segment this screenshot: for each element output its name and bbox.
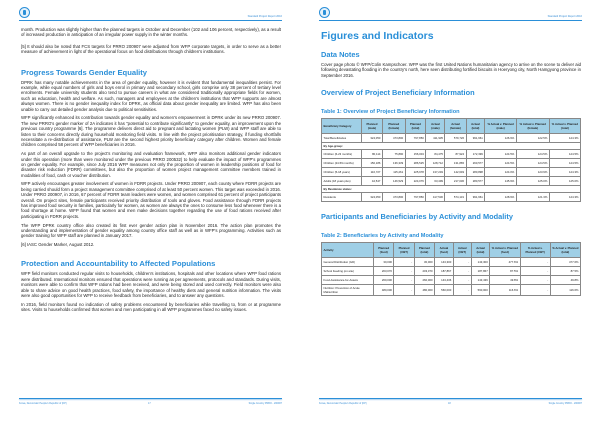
footnote: [6] IASC Gender Marker, August 2012. <box>21 242 95 248</box>
section-heading-data-notes: Data Notes <box>321 50 360 59</box>
table-cell: Food-Assistance-for-Assets <box>322 276 374 285</box>
table-cell: 136,339 <box>382 159 405 168</box>
table-cell: Children (6-23 months) <box>322 150 362 159</box>
table-cell: 260,577 <box>466 159 485 168</box>
table-cell: - <box>520 276 550 285</box>
table-cell: 324,050 <box>362 193 383 202</box>
table-cell: Nutrition: Prevention of Acute Malnutrition <box>322 285 374 296</box>
paragraph: WFP field monitors conducted regular visits to households, children's institutions, hospitals and other locations where WFP food rations were distributed. International monitors ensured that operations were running as per agreements, protocols and standards. During visits, monitors were able to confirm that WFP rations had been received, and were being stored and used correctly. Field monitors were also able to share advice on good health practices, food safety, the importance of healthy diets and general nutrition information. The visits were also good opportunities for WFP to receive feedback from beneficiaries, and to answer any questions. <box>21 271 281 299</box>
wfp-logo-icon <box>319 7 330 18</box>
table-cell: 260,000 <box>374 276 394 285</box>
group-row <box>322 186 581 193</box>
table-cell: 87.5% <box>490 267 520 276</box>
table-cell: 124.0% <box>485 168 516 177</box>
table-cell: 128,712 <box>426 159 445 168</box>
table-cell: 121.3% <box>516 193 549 202</box>
table-cell: 124.5% <box>516 150 549 159</box>
column-header: Actual (total) <box>471 243 490 258</box>
table-cell: 124.5% <box>516 159 549 168</box>
table-cell: 411,935 <box>426 134 445 143</box>
page-number: 18 <box>448 402 451 405</box>
table-cell: General Distribution (GD) <box>322 258 374 267</box>
table-cell: 150,186 <box>362 159 383 168</box>
table-row <box>322 285 581 296</box>
table-cell: 142,649 <box>445 168 466 177</box>
footer-left: Korea, Democratic People's Republic of (KP) <box>319 402 367 405</box>
paragraph: Cover page photo © WFP/Colin Kampschoer. WFP was the first United Nations humanitarian agency to arrive on the scene to deliver aid following devastating flooding in the country's north, here seen distributing fortified biscuits in Hoeryong city, North Hamgyong province in September 2016. <box>321 62 581 78</box>
group-label: By Age-group: <box>322 143 581 150</box>
table-cell: 280,898 <box>466 168 485 177</box>
footer-right: Single Country PRRO - 200907 <box>548 402 582 405</box>
footer-right: Single Country PRRO - 200907 <box>248 402 282 405</box>
right-content <box>321 27 581 296</box>
table-cell: 63,499 <box>426 177 445 186</box>
table-cell: 124.5% <box>485 159 516 168</box>
table-cell: 84,475 <box>426 150 445 159</box>
paragraph: In 2016, field monitors found no indication of safety problems encountered by beneficiaries while travelling to, from or at programme sites. Visits to households confirmed that women and men participating in all WFP programmes faced no safety issues. <box>21 301 281 313</box>
column-header: Actual (female) <box>445 119 466 134</box>
table-cell: 30,000 <box>374 258 394 267</box>
table-cell: 260,000 <box>414 276 434 285</box>
table-cell: 143,300 <box>471 258 490 267</box>
table-cell: 75,890 <box>382 150 405 159</box>
header-divider <box>19 20 282 21</box>
column-header: % Actual v. Planned (food) <box>490 243 520 258</box>
table-cell: Total Beneficiaries <box>322 134 362 143</box>
column-header: Planned (food) <box>374 243 394 258</box>
table-row <box>322 258 581 267</box>
header-title: Standard Project Report 2016 <box>247 15 282 18</box>
table-cell: 187,867 <box>435 267 454 276</box>
right-page <box>300 0 600 424</box>
table-cell: 123.9% <box>516 168 549 177</box>
column-header: Planned (total) <box>405 119 426 134</box>
paragraph: DPRK has many notable achievements in the area of gender equality, however it is evident that fundamental inequalities persist. For example, while equal numbers of girls and boys enrol in primary and secondary school, girls comprise only 38 percent of tertiary level enrolments. Female university students also tend to pursue careers in what are considered traditionally appropriate fields for women, such as education, health and welfare. As such, managers and employees at the children's institutions that WFP supports are almost always women. There is no gender inequality index for DPRK, as official data about gender inequality are limited. WFP has also been unable to carry out detailed gender analysis due to political sensitivities. <box>21 79 281 112</box>
table-cell: - <box>453 258 471 267</box>
table-row <box>322 177 581 186</box>
table-row <box>322 159 581 168</box>
table-row <box>322 168 581 177</box>
table-cell: 203,070 <box>374 267 394 276</box>
table-cell: 797,850 <box>405 193 426 202</box>
table-row <box>322 150 581 159</box>
table-cell: 49.8% <box>490 276 520 285</box>
table-cell: 280,577 <box>466 177 485 186</box>
table-cell: 146,529 <box>382 177 405 186</box>
footer-divider <box>19 398 282 399</box>
table1-title: Table 1: Overview of Project Beneficiary Information <box>321 109 460 116</box>
table-cell: 480,000 <box>414 285 434 296</box>
table-cell: 124.5% <box>485 150 516 159</box>
column-header: Beneficiary Category <box>322 119 362 134</box>
table-cell: 579,726 <box>445 134 466 143</box>
table-activity-modality <box>321 242 581 296</box>
table-cell: 991,661 <box>466 193 485 202</box>
group-label: By Residence status: <box>322 186 581 193</box>
paragraph: WFP significantly enhanced its contribution towards gender equality and women's empowerment in DPRK under its new PRRO 200907. The new PRRO's gender marker of 2A indicates it has "potential to contribute significantly" to gender equality, an improvement upon the previous country programme [6]. The programme delivers direct aid to pregnant and lactating women (PLW) and WFP staff are able to listen to their concerns directly during household monitoring field visits. In line with the project prioritisation strategy, if funding shortfalls necessitate a re-distribution of assistance, PLW are the second highest priority beneficiary category after children. Women and female children comprised 58 percent of WFP beneficiaries in 2016. <box>21 115 281 148</box>
footer-left: Korea, Democratic People's Republic of (KP) <box>19 402 67 405</box>
table-cell: 49.8% <box>550 276 580 285</box>
table-cell: 137,249 <box>426 168 445 177</box>
table-cell: 42,547 <box>362 177 383 186</box>
column-header: % Actual v. Planned (total) <box>550 243 580 258</box>
table-row <box>322 134 581 143</box>
paragraph: The WFP DPRK country office also created its first ever gender action plan in November 2016. The action plan promotes the understanding and implementation of gender equality among country office staff as well as in WFP's programming. Activities such as gender training for WFP staff are planned in January 2017. <box>21 222 281 239</box>
table-cell: 187,867 <box>471 267 490 276</box>
group-row <box>322 143 581 150</box>
table-cell: - <box>520 258 550 267</box>
table-cell: - <box>520 267 550 276</box>
table-cell: Children (5-18 years) <box>322 168 362 177</box>
table-cell: Residents <box>322 193 362 202</box>
column-header: Activity <box>322 243 374 258</box>
table-cell: School Feeding (on-site) <box>322 267 374 276</box>
table-cell: 225,978 <box>405 168 426 177</box>
table-cell: 87,924 <box>445 150 466 159</box>
table-cell: 156,004 <box>405 150 426 159</box>
column-header: Planned (male) <box>362 119 383 134</box>
table-cell: - <box>520 285 550 296</box>
table-cell: 172,399 <box>466 150 485 159</box>
column-header: % Actual v. Planned (total) <box>549 119 580 134</box>
table-cell: - <box>453 285 471 296</box>
table-cell: - <box>394 258 414 267</box>
table-cell: 797,850 <box>405 134 426 143</box>
table-cell: 145.9% <box>485 177 516 186</box>
table2-title: Table 2: Beneficiaries by Activity and Modality <box>321 233 444 240</box>
table-cell: 116.6% <box>550 285 580 296</box>
table-cell: 217,030 <box>445 177 466 186</box>
table-cell: 477.6% <box>490 258 520 267</box>
table-cell: 126.9% <box>485 134 516 143</box>
table-cell: 473,800 <box>382 193 405 202</box>
table-cell: - <box>453 276 471 285</box>
table-row <box>322 267 581 276</box>
column-header: Planned (total) <box>414 243 434 258</box>
table-cell: 124.3% <box>549 134 580 143</box>
table-cell: 477.6% <box>550 258 580 267</box>
table-cell: 122.5% <box>516 134 549 143</box>
section-heading-overview: Overview of Project Beneficiary Information <box>321 88 475 98</box>
table-cell: 224,076 <box>405 177 426 186</box>
table-cell: - <box>394 285 414 296</box>
table-cell: Adults (18 years plus) <box>322 177 362 186</box>
paragraph: [5] It should also be noted that FCS targets for PRRO 200907 were adjusted from WFP corporate targets, in order to serve as a better measure of achievement in light of the operational focus on food distributions through children's institutions. <box>21 43 281 55</box>
column-header: Planned (CBT) <box>394 243 414 258</box>
table-beneficiary-overview <box>321 118 581 202</box>
column-header: % Actual v. Planned (female) <box>516 119 549 134</box>
wfp-logo-icon <box>19 7 30 18</box>
header-title: Standard Project Report 2016 <box>547 15 582 18</box>
table-cell: Children (24-59 months) <box>322 159 362 168</box>
column-header: Actual (CBT) <box>453 243 471 258</box>
table-cell: 560,000 <box>435 285 454 296</box>
table-cell: 203,070 <box>414 267 434 276</box>
table-cell: 480,000 <box>374 285 394 296</box>
footer-divider <box>319 398 582 399</box>
table-cell: 131,865 <box>445 159 466 168</box>
table-cell: - <box>394 267 414 276</box>
table-cell: 125.0% <box>516 177 549 186</box>
table-row <box>322 276 581 285</box>
table-cell: 124.5% <box>549 159 580 168</box>
paragraph: As part of an overall upgrade to the project's monitoring and evaluation framework, WFP also monitors additional gender indicators under this operation (more than were monitored under the previous PRRO 200532) to help evaluate the impact of WFP's programmes on gender equality. For example, since July 2016 WFP measures not only the proportion of women in leadership positions of food for disaster risk reduction (FDRR) committees, but also the proportion of women project management committee members trained in modalities of food, cash or voucher distribution. <box>21 151 281 178</box>
paragraph: month. Production was slightly higher than the planned targets in October and December (102 and 106 percent, respectively), as a result of increased production in anticipation of an irregular power supply in the winter months. <box>21 27 281 38</box>
column-header: % Actual v. Planned (CBT) <box>520 243 550 258</box>
table-cell: 30,000 <box>414 258 434 267</box>
table-row <box>322 193 581 202</box>
paragraph: WFP actively encourages greater involvement of women in FDRR projects. Under PRRO 200907, each county where FDRR projects are being carried should form a project management committee comprised of at least 50 percent women. This target was exceeded in 2016. Under PRRO 200907, in 2016, 67 percent of FDRR team leaders were women, and women comprised 61 percent of project participants overall. On project sites, female participants received priority distribution of tools and gloves. Food assistance through FDRR projects has improved food security in families, particularly for women, as women are always the ones to consume less food whenever there is a food shortage at home. WFP found that women and men make decisions together regarding the use of food rations received after participating in FDRR projects. <box>21 181 281 219</box>
table-cell: 110,727 <box>362 168 383 177</box>
table-cell: 124.3% <box>549 193 580 202</box>
table-cell: 991,661 <box>466 134 485 143</box>
column-header: Actual (food) <box>435 243 454 258</box>
table-cell: 80,114 <box>362 150 383 159</box>
column-header: Actual (total) <box>466 119 485 134</box>
page-number: 17 <box>148 402 151 405</box>
table-cell: 143,436 <box>435 276 454 285</box>
table-cell: 417,530 <box>426 193 445 202</box>
table-cell: 87.5% <box>550 267 580 276</box>
table-cell: 473,800 <box>382 134 405 143</box>
section-heading-gender: Progress Towards Gender Equality <box>21 67 148 77</box>
table-cell: - <box>453 267 471 276</box>
table-cell: 574,131 <box>445 193 466 202</box>
table-cell: 324,050 <box>362 134 383 143</box>
header-divider <box>319 20 582 21</box>
table-cell: 143,300 <box>435 258 454 267</box>
table-cell: 115,261 <box>382 168 405 177</box>
table-cell: 286,525 <box>405 159 426 168</box>
table-cell: 560,000 <box>471 285 490 296</box>
table-cell: 143,436 <box>471 276 490 285</box>
table-cell: 124.5% <box>549 150 580 159</box>
table-cell: 124.3% <box>549 168 580 177</box>
left-content <box>21 27 281 316</box>
table-cell: 128.9% <box>485 193 516 202</box>
page-title: Figures and Indicators <box>321 30 434 42</box>
section-heading-protection: Protection and Accountability to Affected Populations <box>21 259 216 269</box>
table-cell: - <box>394 276 414 285</box>
column-header: Actual (male) <box>426 119 445 134</box>
section-heading-participants: Participants and Beneficiaries by Activity and Modality <box>321 212 513 222</box>
column-header: Planned (female) <box>382 119 405 134</box>
table-cell: 125.0% <box>549 177 580 186</box>
column-header: % Actual v. Planned (male) <box>485 119 516 134</box>
table-cell: 116.6% <box>490 285 520 296</box>
